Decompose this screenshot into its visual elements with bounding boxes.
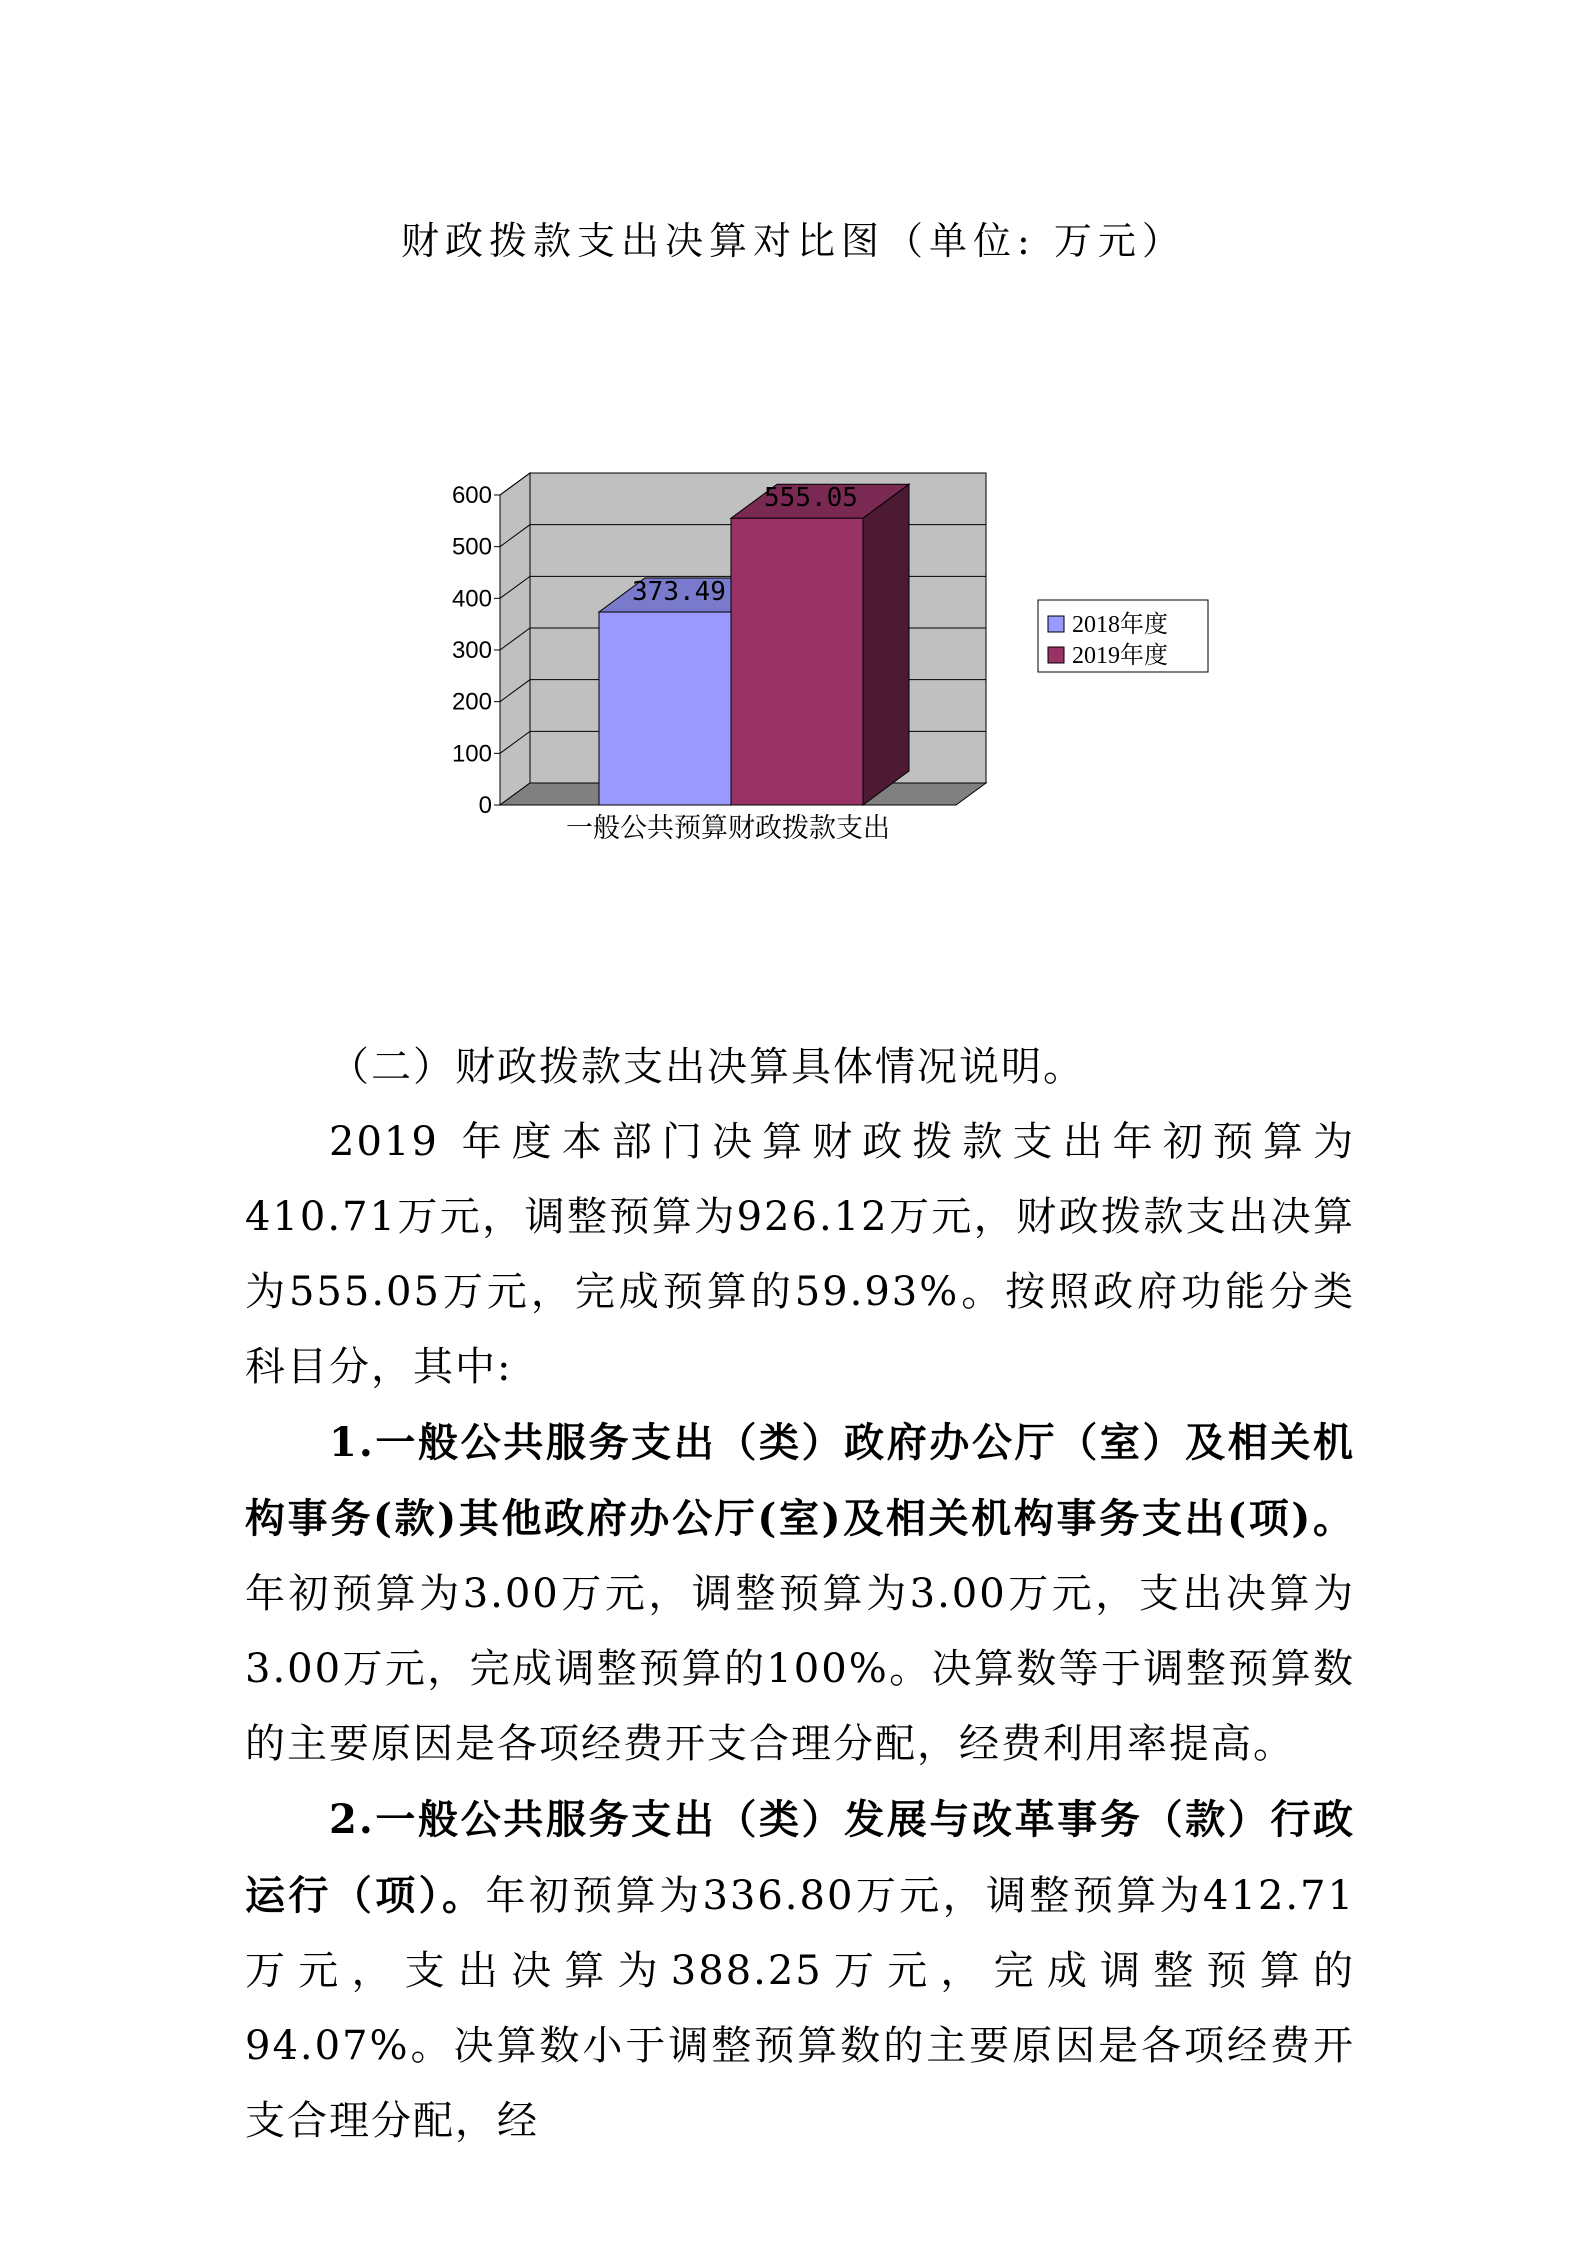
data-label: 555.05 (764, 483, 858, 514)
y-tick-label: 0 (478, 792, 492, 819)
bar-chart-svg (440, 400, 1240, 870)
y-tick-label: 400 (451, 585, 492, 613)
item-1-paragraph (245, 1405, 1355, 1782)
y-tick-label: 500 (451, 533, 492, 561)
item-1-title: 1.一般公共服务支出（类）政府办公厅（室）及相关机构事务(款)其他政府办公厅(室)及相关机构事务支出(项)。 (245, 1419, 1355, 1542)
bar-2018年度 (599, 612, 731, 805)
y-tick-label: 200 (451, 688, 492, 716)
body-text (245, 1030, 1355, 2159)
chart-title: 财政拨款支出决算对比图（单位: 万元） (401, 219, 1186, 263)
bar-chart (440, 400, 1240, 870)
summary-paragraph: 2019 年度本部门决算财政拨款支出年初预算为410.71万元，调整预算为926.12万元，财政拨款支出决算为555.05万元，完成预算的59.93%。按照政府功能分类科目分，其中: (245, 1119, 1355, 1390)
legend-label: 2019年度 (1072, 643, 1168, 669)
item-2-title: 2.一般公共服务支出（类）发展与改革事务（款）行政运行（项）。 (245, 1796, 1355, 1919)
item-2-body: 年初预算为336.80万元，调整预算为412.71万元，支出决算为388.25万元，完成调整预算的94.07%。决算数小于调整预算数的主要原因是各项经费开支合理分配，经 (245, 1873, 1356, 2144)
y-tick-label: 100 (451, 740, 492, 768)
y-tick-label: 600 (451, 482, 492, 509)
bar-2019年度 (731, 518, 863, 805)
bar-side-2019年度 (863, 484, 909, 805)
y-tick-label: 300 (451, 637, 492, 664)
legend-label: 2018年度 (1072, 612, 1168, 638)
data-label: 373.49 (632, 577, 726, 608)
item-1-body: 年初预算为3.00万元，调整预算为3.00万元，支出决算为3.00万元，完成调整预算的100%。决算数等于调整预算数的主要原因是各项经费开支合理分配，经费利用率提高。 (245, 1571, 1355, 1767)
item-2-paragraph (245, 1782, 1355, 2159)
legend-swatch (1048, 647, 1064, 663)
x-category-label: 一般公共预算财政拨款支出 (566, 813, 890, 843)
legend-swatch (1048, 616, 1064, 632)
section-heading: （二）财政拨款支出决算具体情况说明。 (329, 1044, 1085, 1090)
